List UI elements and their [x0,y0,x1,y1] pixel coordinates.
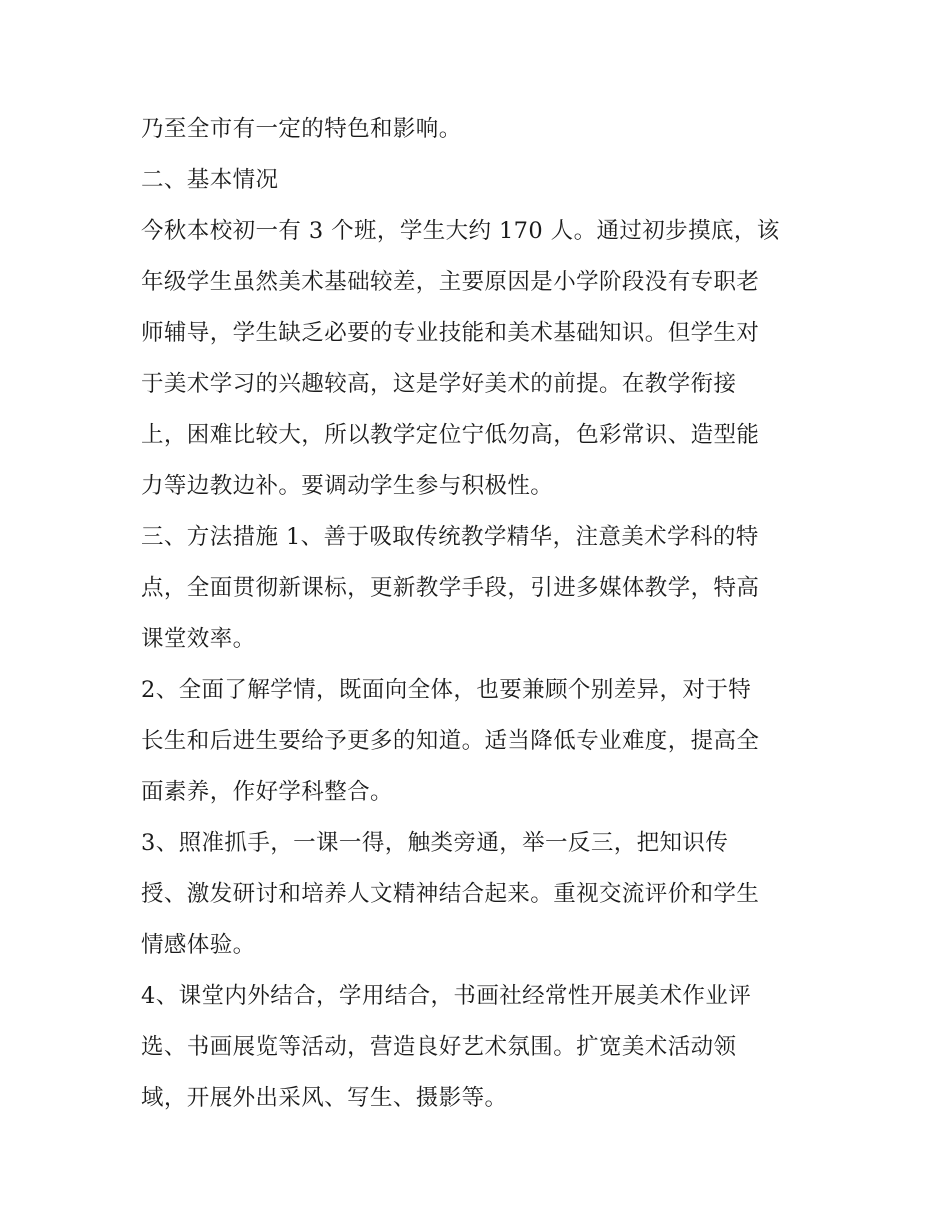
text-line: 情感体验。 [141,932,256,958]
paragraph-methods-2 [141,665,831,818]
text-line: 课堂效率。 [141,626,256,652]
text-line: 域，开展外出采风、写生、摄影等。 [141,1085,508,1111]
text-line: 点，全面贯彻新课标，更新教学手段，引进多媒体教学，特高 [141,575,760,601]
text-line: 长生和后进生要给予更多的知道。适当降低专业难度，提高全 [141,728,760,754]
text-line: 4、课堂内外结合，学用结合，书画社经常性开展美术作业评 [141,983,752,1009]
paragraph-methods-1 [141,512,831,665]
text-line: 上，困难比较大，所以教学定位宁低勿高，色彩常识、造型能 [141,422,760,448]
text-line: 今秋本校初一有 3 个班，学生大约 170 人。通过初步摸底，该 [141,218,780,244]
text-line: 选、书画展览等活动，营造良好艺术氛围。扩宽美术活动领 [141,1034,737,1060]
document-body [141,104,831,1124]
text-line: 面素养，作好学科整合。 [141,779,393,805]
text-line: 3、照准抓手，一课一得，触类旁通，举一反三，把知识传 [141,830,729,856]
heading-line: 二、基本情况 [141,167,279,193]
section-heading-basic-situation [141,155,831,206]
text-line: 师辅导，学生缺乏必要的专业技能和美术基础知识。但学生对 [141,320,760,346]
text-line: 于美术学习的兴趣较高，这是学好美术的前提。在教学衔接 [141,371,737,397]
text-line: 乃至全市有一定的特色和影响。 [141,116,462,142]
paragraph-basic-situation [141,206,831,512]
paragraph-methods-3 [141,818,831,971]
paragraph-continuation [141,104,831,155]
text-line: 年级学生虽然美术基础较差，主要原因是小学阶段没有专职老 [141,269,760,295]
text-line: 三、方法措施 1、善于吸取传统教学精华，注意美术学科的特 [141,524,759,550]
text-line: 授、激发研讨和培养人文精神结合起来。重视交流评价和学生 [141,881,760,907]
text-line: 力等边教边补。要调动学生参与积极性。 [141,473,554,499]
paragraph-methods-4 [141,971,831,1124]
text-line: 2、全面了解学情，既面向全体，也要兼顾个别差异，对于特 [141,677,752,703]
